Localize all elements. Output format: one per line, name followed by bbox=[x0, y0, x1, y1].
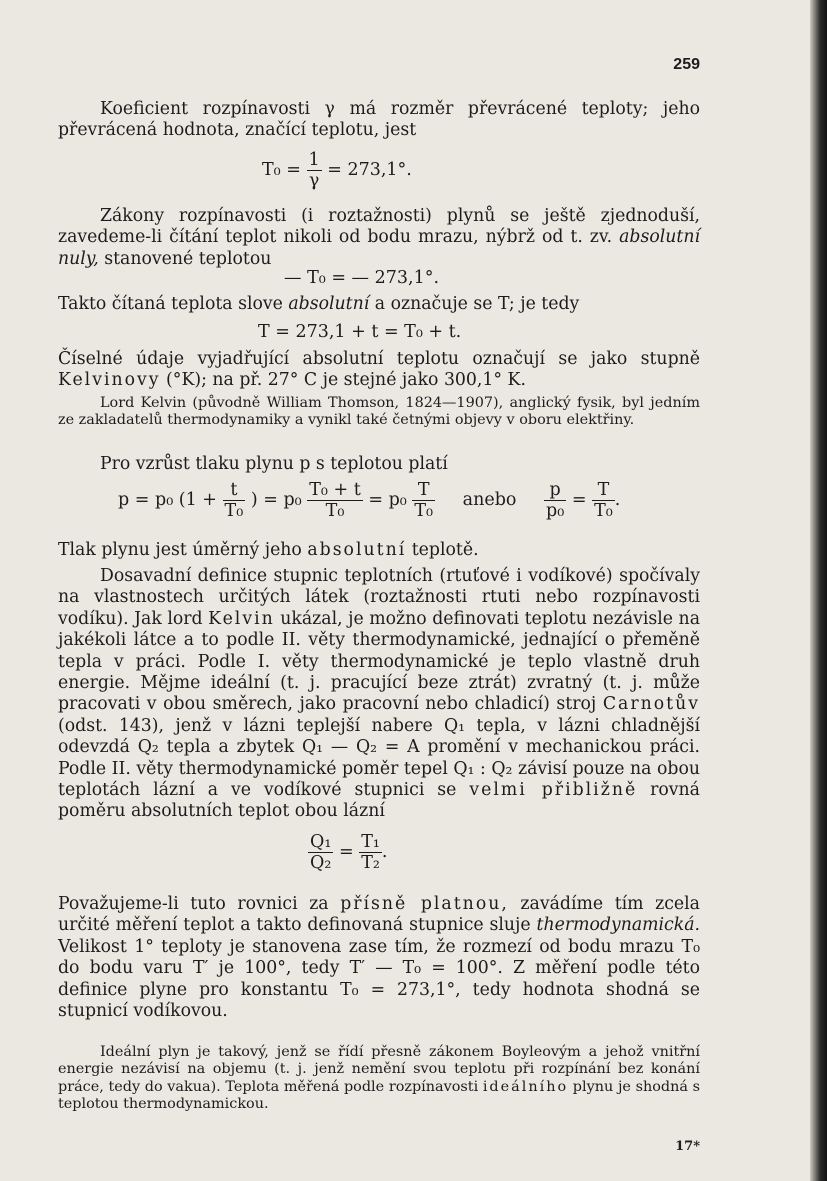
fraction-Q1-over-Q2: $\frac{\text{Q₁}}{\text{Q₂}}$ bbox=[310, 832, 332, 873]
note-lord-kelvin: Lord Kelvin (původně William Thomson, 1824—1907), anglický fysik, byl jedním ze zakladatelů thermodynamiky a vynikl také četnými objevy v oboru elektřiny. bbox=[58, 395, 700, 429]
paragraph-koeficient: Koeficient rozpínavosti γ má rozměr převrácené teploty; jeho převrácená hodnota, značící teplotu, jest bbox=[58, 99, 700, 141]
fraction-p-over-p0: $\frac{p}{\text{p₀}}$ bbox=[546, 480, 565, 521]
term-kelvin: Kelvin bbox=[208, 608, 275, 629]
fraction-T1-over-T2: $\frac{\text{T₁}}{\text{T₂}}$ bbox=[361, 832, 380, 873]
term-kelvinovy: Kelvinovy bbox=[58, 370, 161, 391]
book-spine-edge bbox=[810, 0, 827, 1181]
term-absolutni: absolutní bbox=[307, 540, 407, 560]
fraction-t-over-T0: $\frac{t}{\text{T₀}}$ bbox=[224, 480, 244, 521]
term-velmi-priblizne: velmi přibližně bbox=[469, 780, 638, 801]
paragraph-pressure-proportional: Tlak plynu jest úměrný jeho absolutní teplotě. bbox=[58, 540, 479, 560]
term-prisne-platnou: přísně platnou, bbox=[340, 894, 509, 914]
formula-pressure: p = p₀ (1 + $\frac{t}{\text{T₀}}$ ) = p₀ $\frac{\text{T₀ + t}}{\text{T₀}}$ = p₀ $\frac{T}{\text{T₀}}$ anebo $\frac{p}{\text{p₀}}$ = $\frac{T}{\text{T₀}}$ . bbox=[118, 480, 621, 521]
formula-absolute-zero: — T₀ = — 273,1°. bbox=[284, 268, 440, 288]
paragraph-thermodynamic-scale: Považujeme-li tuto rovnici za přísně platnou, zavádíme tím zcela určité měření teplot a takto definovaná stupnice sluje thermodynamická. Velikost 1° teploty je stanovena zase tím, že rozmezí od bodu mrazu T₀ do bodu varu T′ je 100°, tedy T′ — T₀ = 100°. Z měření podle této definice plyne pro konstantu T₀ = 273,1°, tedy hodnota shodná se stupnicí vodíkovou. bbox=[58, 894, 700, 1022]
paragraph-definitions: Dosavadní definice stupnic teplotních (rtuťové i vodíkové) spočívaly na vlastnostech určitých látek (roztažnosti rtuti nebo rozpínavosti vodíku). Jak lord Kelvin ukázal, je možno definovati teplotu nezávisle na jakékoli látce a to podle II. věty thermodynamické, jednající o přeměně tepla v práci. Podle I. věty thermodynamické je teplo vlastně druh energie. Mějme ideální (t. j. pracující beze ztrát) zvratný (t. j. může pracovati v obou směrech, jako pracovní nebo chladicí) stroj Carnotův (odst. 143), jenž v lázni teplejší nabere Q₁ tepla, v lázni chladnější odevzdá Q₂ tepla a zbytek Q₁ — Q₂ = A promění v mechanickou práci. Podle II. věty thermodynamické poměr tepel Q₁ : Q₂ závisí pouze na obou teplotách lázní a ve vodíkové stupnici se velmi přibližně rovná poměru absolutních teplot obou lázní bbox=[58, 566, 700, 822]
term-carnotuv: Carnotův bbox=[602, 694, 700, 715]
fraction-T-over-T0: $\frac{T}{\text{T₀}}$ bbox=[414, 480, 434, 521]
formula-rhs: = 273,1°. bbox=[327, 160, 412, 180]
note-ideal-gas: Ideální plyn je takový, jenž se řídí přesně zákonem Boyleovým a jehož vnitřní energie nezávisí na objemu (t. j. jenž nemění svou teplotu při rozpínání bez konání práce, tedy do vakua). Teplota měřená podle rozpínavosti ideálního plynu je shodná s teplotou thermodynamickou. bbox=[58, 1044, 700, 1113]
term-absolute: absolutní bbox=[288, 294, 370, 314]
fraction-T0t-over-T0: $\frac{\text{T₀ + t}}{\text{T₀}}$ bbox=[309, 480, 361, 521]
formula-heat-ratio: $\frac{\text{Q₁}}{\text{Q₂}}$ = $\frac{\text{T₁}}{\text{T₂}}$ . bbox=[310, 832, 388, 873]
fraction-T-over-T0-b: $\frac{T}{\text{T₀}}$ bbox=[594, 480, 613, 521]
term-idealniho: ideálního bbox=[482, 1078, 569, 1095]
word-anebo: anebo bbox=[462, 490, 517, 510]
signature-mark: 17* bbox=[675, 1139, 700, 1154]
page-number: 259 bbox=[673, 56, 700, 73]
term-thermodynamicka: thermodynamická. bbox=[536, 915, 700, 936]
paragraph-kelvin-degrees: Číselné údaje vyjadřující absolutní teplotu označují se jako stupně Kelvinovy (°K); na př. 27° C je stejné jako 300,1° K. bbox=[58, 349, 700, 391]
fraction-one-over-gamma: $\frac{1}{\gamma}$ bbox=[308, 150, 320, 191]
formula-lhs: T₀ = bbox=[262, 160, 301, 180]
paragraph-absolute-zero: Zákony rozpínavosti (i roztažnosti) plynů se ještě zjednoduší, zavedeme-li čítání teplot nikoli od bodu mrazu, nýbrž od t. zv. absolutní nuly, stanovené teplotou bbox=[58, 206, 700, 269]
paragraph-absolute-temperature: Takto čítaná teplota slove absolutní a označuje se T; je tedy bbox=[58, 294, 580, 314]
paragraph-pressure: Pro vzrůst tlaku plynu p s teplotou platí bbox=[100, 454, 448, 474]
formula-T-definition: T = 273,1 + t = T₀ + t. bbox=[258, 322, 462, 342]
term-absolute-zero: absolutní nuly, bbox=[58, 227, 700, 269]
formula-t0-reciprocal bbox=[262, 150, 412, 191]
